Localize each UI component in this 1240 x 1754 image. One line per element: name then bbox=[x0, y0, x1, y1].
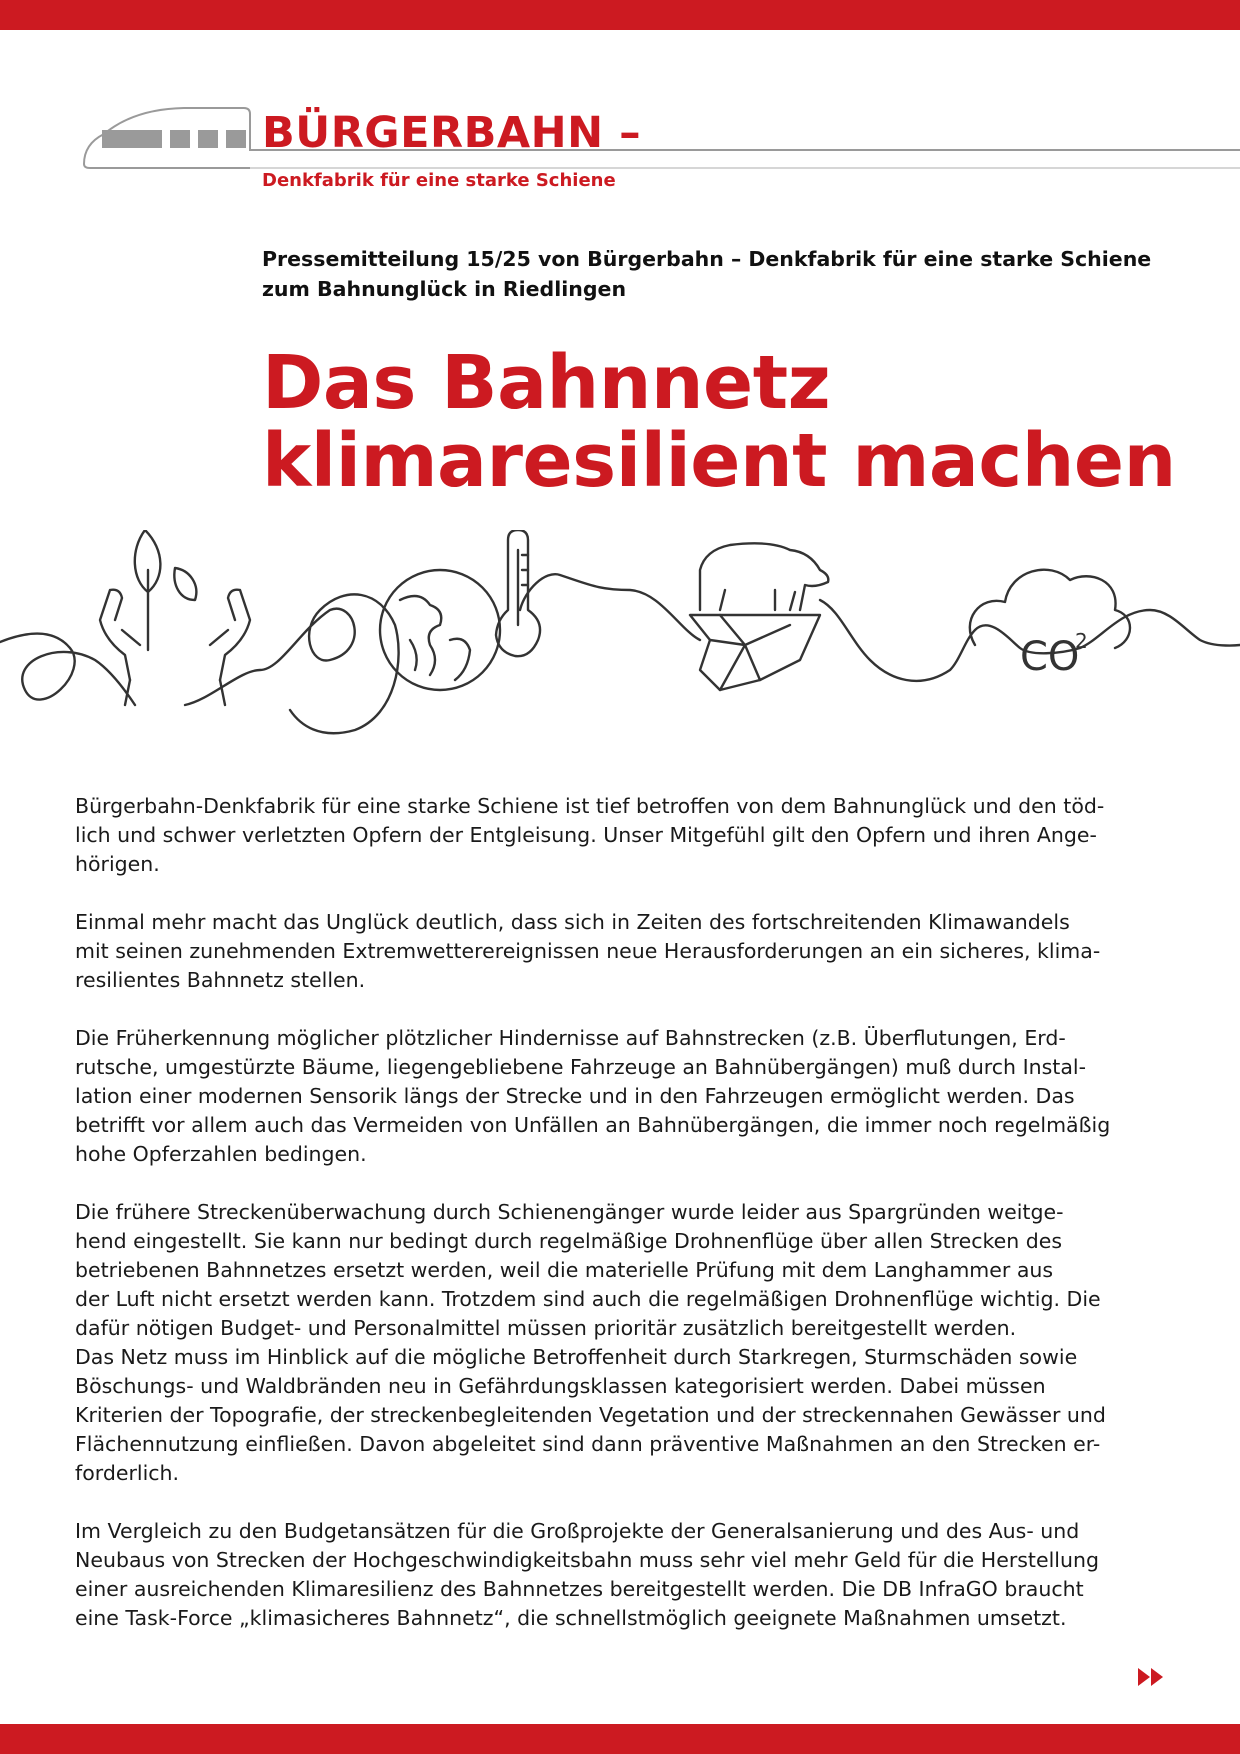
text-line: lich und schwer verletzten Opfern der Entgleisung. Unser Mitgefühl gilt den Opfern und ihren Ange- bbox=[75, 823, 1097, 847]
text-line: hörigen. bbox=[75, 852, 160, 876]
text-line: rutsche, umgestürzte Bäume, liegengebliebene Fahrzeuge an Bahnübergängen) muß durch Instal- bbox=[75, 1055, 1086, 1079]
bottom-red-bar bbox=[0, 1724, 1240, 1754]
paragraph-5 bbox=[75, 1343, 1175, 1488]
text-line: betriebenen Bahnnetzes ersetzt werden, weil die materielle Prüfung mit dem Langhammer aus bbox=[75, 1258, 1054, 1282]
paragraph-1 bbox=[75, 792, 1175, 879]
hands-plant-icon bbox=[100, 530, 250, 705]
co2-cloud-icon bbox=[970, 570, 1130, 680]
text-line: Einmal mehr macht das Unglück deutlich, dass sich in Zeiten des fortschreitenden Klimawandels bbox=[75, 910, 1070, 934]
headline-line-2: klimaresilient machen bbox=[262, 418, 1176, 504]
text-line: resilientes Bahnnetz stellen. bbox=[75, 968, 366, 992]
double-chevron-right-icon[interactable] bbox=[1138, 1668, 1164, 1686]
co2-superscript: 2 bbox=[1075, 629, 1088, 653]
text-line: hend eingestellt. Sie kann nur bedingt durch regelmäßige Drohnenflüge über allen Strecken des bbox=[75, 1229, 1063, 1253]
press-line-2: zum Bahnunglück in Riedlingen bbox=[262, 277, 627, 301]
text-line: Das Netz muss im Hinblick auf die mögliche Betroffenheit durch Starkregen, Sturmschäden sowie bbox=[75, 1345, 1078, 1369]
text-line: forderlich. bbox=[75, 1461, 180, 1485]
text-line: lation einer modernen Sensorik längs der Strecke und in den Fahrzeugen ermöglicht werden. Das bbox=[75, 1084, 1075, 1108]
text-line: Bürgerbahn-Denkfabrik für eine starke Schiene ist tief betroffen von dem Bahnunglück und den töd- bbox=[75, 794, 1105, 818]
text-line: dafür nötigen Budget- und Personalmittel müssen prioritär zusätzlich bereitgestellt werden. bbox=[75, 1316, 1017, 1340]
polar-bear-ice-icon bbox=[690, 543, 828, 690]
text-line: Böschungs- und Waldbränden neu in Gefährdungsklassen kategorisiert werden. Dabei müssen bbox=[75, 1374, 1046, 1398]
page-title bbox=[262, 340, 1222, 504]
text-line: betrifft vor allem auch das Vermeiden von Unfällen an Bahnübergängen, die immer noch regelmäßig bbox=[75, 1113, 1111, 1137]
text-line: Die Früherkennung möglicher plötzlicher Hindernisse auf Bahnstrecken (z.B. Überflutungen, Erd- bbox=[75, 1026, 1066, 1050]
brand-tagline: Denkfabrik für eine starke Schiene bbox=[262, 170, 616, 191]
brand-name: BÜRGERBAHN – bbox=[262, 108, 642, 158]
headline-line-1: Das Bahnnetz bbox=[262, 340, 831, 426]
paragraph-6 bbox=[75, 1517, 1175, 1633]
text-line: einer ausreichenden Klimaresilienz des Bahnnetzes bereitgestellt werden. Die DB InfraGO braucht bbox=[75, 1577, 1084, 1601]
text-line: Im Vergleich zu den Budgetansätzen für die Großprojekte der Generalsanierung und des Aus- und bbox=[75, 1519, 1080, 1543]
text-line: der Luft nicht ersetzt werden kann. Trotzdem sind auch die regelmäßigen Drohnenflüge wichtig. Die bbox=[75, 1287, 1101, 1311]
text-line: Flächennutzung einfließen. Davon abgeleitet sind dann präventive Maßnahmen an den Strecken er- bbox=[75, 1432, 1101, 1456]
text-line: Neubaus von Strecken der Hochgeschwindigkeitsbahn muss sehr viel mehr Geld für die Herstellung bbox=[75, 1548, 1099, 1572]
press-line-1: Pressemitteilung 15/25 von Bürgerbahn – Denkfabrik für eine starke Schiene bbox=[262, 247, 1152, 271]
globe-thermometer-icon bbox=[380, 530, 540, 690]
text-line: Kriterien der Topografie, der streckenbegleitenden Vegetation und der streckennahen Gewässer und bbox=[75, 1403, 1106, 1427]
text-line: hohe Opferzahlen bedingen. bbox=[75, 1142, 367, 1166]
press-release-line bbox=[262, 244, 1162, 304]
co2-label: CO bbox=[1020, 634, 1080, 680]
text-line: eine Task-Force „klimasicheres Bahnnetz“, die schnellstmöglich geeignete Maßnahmen umsetzt. bbox=[75, 1606, 1067, 1630]
text-line: mit seinen zunehmenden Extremwetterereignissen neue Herausforderungen an ein sicheres, klima- bbox=[75, 939, 1101, 963]
train-logo bbox=[74, 104, 1240, 194]
text-line: Die frühere Streckenüberwachung durch Schienengänger wurde leider aus Spargründen weitge- bbox=[75, 1200, 1064, 1224]
climate-illustration bbox=[0, 530, 1240, 740]
paragraph-2 bbox=[75, 908, 1175, 995]
paragraph-4 bbox=[75, 1198, 1175, 1343]
paragraph-3 bbox=[75, 1024, 1175, 1169]
article-body bbox=[75, 792, 1175, 1662]
top-red-bar bbox=[0, 0, 1240, 30]
